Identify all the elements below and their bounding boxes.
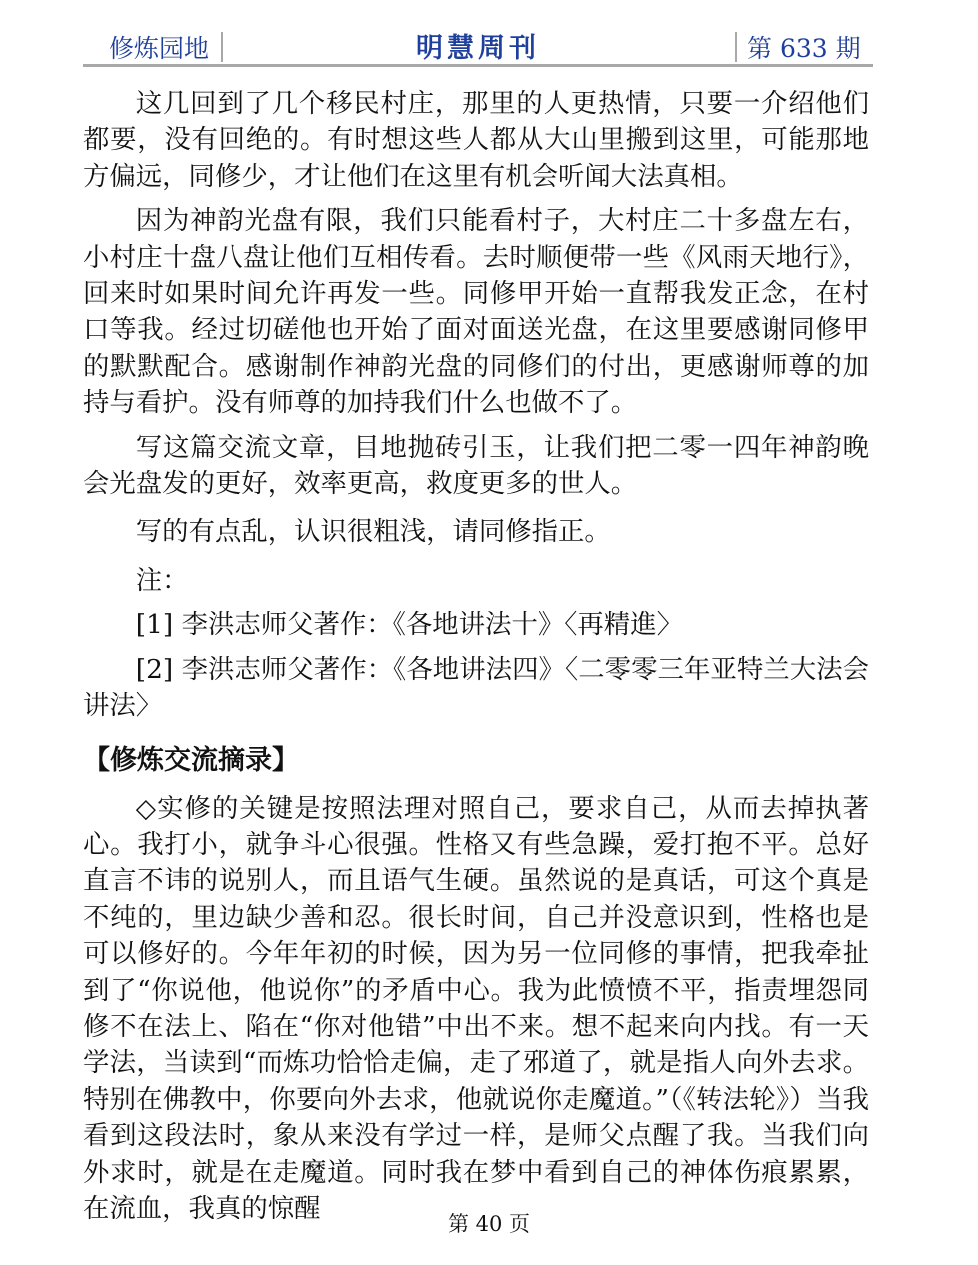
article-body (83, 86, 869, 1227)
paragraph: 写这篇交流文章，目地抛砖引玉，让我们把二零一四年神韵晚会光盘发的更好，效率更高，救度更多的世人。 (83, 431, 869, 500)
page-number: 第 40 页 (447, 1212, 531, 1236)
paragraph: 写的有点乱，认识很粗浅，请同修指正。 (135, 516, 611, 548)
note-item: [2] 李洪志师父著作：《各地讲法四》〈二零零三年亚特兰大法会讲法〉 (83, 653, 869, 722)
header-publication-title: 明慧周刊 (416, 33, 540, 64)
excerpt-paragraph: ◇实修的关键是按照法理对照自己，要求自己，从而去掉执著心。我打小，就争斗心很强。性格又有些急躁，爱打抱不平。总好直言不讳的说别人，而且语气生硬。虽然说的是真话，可这个真是不纯的，里边缺少善和忍。很长时间，自己并没意识到，性格也是可以修好的。今年年初的时候，因为另一位同修的事情，把我牵扯到了“你说他，他说你”的矛盾中心。我为此愤愤不平，指责埋怨同修不在法上、陷在“你对他错”中出不来。想不起来向内找。有一天学法，当读到“而炼功恰恰走偏，走了邪道了，就是指人向外去求。特别在佛教中，你要向外去求，他就说你走魔道。”（《转法轮》）当我看到这段法时，象从来没有学过一样，是师父点醒了我。当我们向外求时，就是在走魔道。同时我在梦中看到自己的神体伤痕累累，在流血，我真的惊醒 (83, 792, 869, 1224)
note-item: [1] 李洪志师父著作：《各地讲法十》〈再精進〉 (135, 609, 683, 641)
header-separator-right (735, 32, 737, 62)
paragraph: 因为神韵光盘有限，我们只能看村子，大村庄二十多盘左右，小村庄十盘八盘让他们互相传看。去时顺便带一些《风雨天地行》，回来时如果时间允许再发一些。同修甲开始一直帮我发正念，在村口等我。经过切磋他也开始了面对面送光盘，在这里要感谢同修甲的默默配合。感谢制作神韵光盘的同修们的付出，更感谢师尊的加持与看护。没有师尊的加持我们什么也做不了。 (83, 205, 869, 419)
header-issue-number: 第 633 期 (747, 34, 861, 63)
page-header (83, 26, 873, 66)
section-heading: 【修炼交流摘录】 (83, 744, 299, 776)
paragraph: 这几回到了几个移民村庄，那里的人更热情，只要一介绍他们都要，没有回绝的。有时想这些人都从大山里搬到这里，可能那地方偏远，同修少，才让他们在这里有机会听闻大法真相。 (83, 88, 869, 192)
header-section-name: 修炼园地 (109, 34, 210, 63)
header-rule (83, 64, 873, 67)
notes-label: 注： (135, 564, 189, 596)
